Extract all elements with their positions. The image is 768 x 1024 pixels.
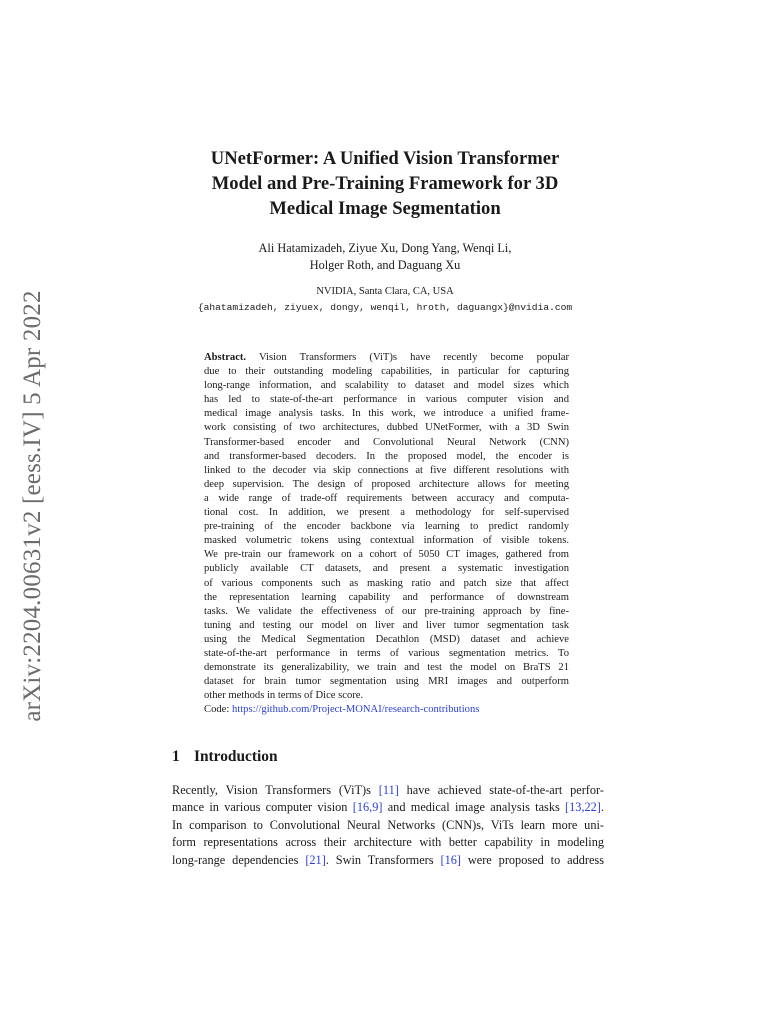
abstract-line: has led to state-of-the-art performance in various computer vision and <box>204 394 569 406</box>
abstract-line: tional cost. In addition, we present a methodology for self-supervised <box>204 507 569 519</box>
title-line: UNetFormer: A Unified Vision Transformer <box>210 148 560 169</box>
abstract-line: Transformer-based encoder and Convolutional Neural Network (CNN) <box>204 436 569 448</box>
abstract-line: long-range information, and scalability to dataset and model sizes which <box>204 380 569 392</box>
abstract <box>204 351 569 717</box>
abstract-line: linked to the decoder via skip connections at five different resolutions with <box>204 464 569 476</box>
abstract-line: tuning and testing our model on liver and liver tumor segmentation task <box>204 619 569 631</box>
section-title: Introduction <box>194 748 278 765</box>
introduction-text <box>172 782 604 869</box>
abstract-line: pre-training of the encoder backbone via learning to predict randomly <box>204 521 569 533</box>
abstract-line: masked volumetric tokens using contextual information of visible tokens. <box>204 535 569 547</box>
code-repository-link[interactable]: https://github.com/Project-MONAI/research-contributions <box>231 704 480 716</box>
arxiv-identifier-text: arXiv:2204.00631v2 [eess.IV] 5 Apr 2022 <box>19 290 46 722</box>
abstract-line: a wide range of trade-off requirements between accuracy and computa- <box>204 492 569 504</box>
citation-link[interactable]: [21] <box>305 852 326 867</box>
abstract-line: due to their outstanding modeling capabilities, in particular for capturing <box>204 366 569 378</box>
affiliation: NVIDIA, Santa Clara, CA, USA <box>316 286 454 297</box>
abstract-line: state-of-the-art performance in terms of various segmentation metrics. To <box>204 647 569 659</box>
body-line: Recently, Vision Transformers (ViT)s [11] have achieved state-of-the-art perfor- <box>172 783 604 797</box>
section-number: 1 <box>172 748 180 765</box>
author-list <box>150 240 620 274</box>
abstract-line: deep supervision. The design of proposed architecture allows for meeting <box>204 478 569 490</box>
body-line: In comparison to Convolutional Neural Networks (CNN)s, ViTs learn more uni- <box>172 817 604 832</box>
author-emails: {ahatamizadeh, ziyuex, dongy, wenqil, hroth, daguangx}@nvidia.com <box>197 302 573 313</box>
abstract-line: demonstrate its generalizability, we train and test the model on BraTS 21 <box>204 662 569 674</box>
abstract-line: other methods in terms of Dice score. <box>204 690 364 702</box>
body-line: long-range dependencies [21]. Swin Transformers [16] were proposed to address <box>172 852 604 867</box>
author-line: Holger Roth, and Daguang Xu <box>309 258 461 272</box>
paper-title <box>150 146 620 221</box>
abstract-line: using the Medical Segmentation Decathlon (MSD) dataset and achieve <box>204 633 569 645</box>
citation-link[interactable]: [13,22] <box>565 800 601 815</box>
abstract-line: the representation learning capability and performance of downstream <box>204 591 569 603</box>
abstract-line: We pre-train our framework on a cohort of 5050 CT images, gathered from <box>204 549 569 561</box>
abstract-line: medical image analysis tasks. In this work, we introduce a unified frame- <box>204 408 569 420</box>
section-heading-introduction <box>172 748 278 766</box>
body-line: form representations across their architecture with better capability in modeling <box>172 835 604 850</box>
abstract-line: dataset for brain tumor segmentation using MRI images and outperform <box>204 676 569 688</box>
abstract-line: work consisting of two architectures, dubbed UNetFormer, with a 3D Swin <box>204 422 569 434</box>
abstract-line: tasks. We validate the effectiveness of our pre-training approach by fine- <box>204 605 569 617</box>
citation-link[interactable]: [11] <box>378 783 399 797</box>
code-line <box>204 703 569 717</box>
title-line: Medical Image Segmentation <box>269 198 501 219</box>
citation-link[interactable]: [16] <box>440 852 461 867</box>
abstract-line: publicly available CT datasets, and present a systematic investigation <box>204 563 569 575</box>
abstract-line: of various components such as masking ratio and patch size that affect <box>204 577 569 589</box>
body-line: mance in various computer vision [16,9] and medical image analysis tasks [13,22]. <box>172 800 604 815</box>
code-label: Code: <box>204 704 230 716</box>
abstract-line: Abstract. Vision Transformers (ViT)s have recently become popular <box>204 352 569 363</box>
abstract-line: and transformer-based decoders. In the proposed model, the encoder is <box>204 450 569 462</box>
abstract-label: Abstract. <box>204 352 247 363</box>
author-line: Ali Hatamizadeh, Ziyue Xu, Dong Yang, Wenqi Li, <box>258 241 512 255</box>
affiliation-block <box>150 284 620 316</box>
title-line: Model and Pre-Training Framework for 3D <box>211 173 559 194</box>
citation-link[interactable]: [16,9] <box>352 800 383 815</box>
